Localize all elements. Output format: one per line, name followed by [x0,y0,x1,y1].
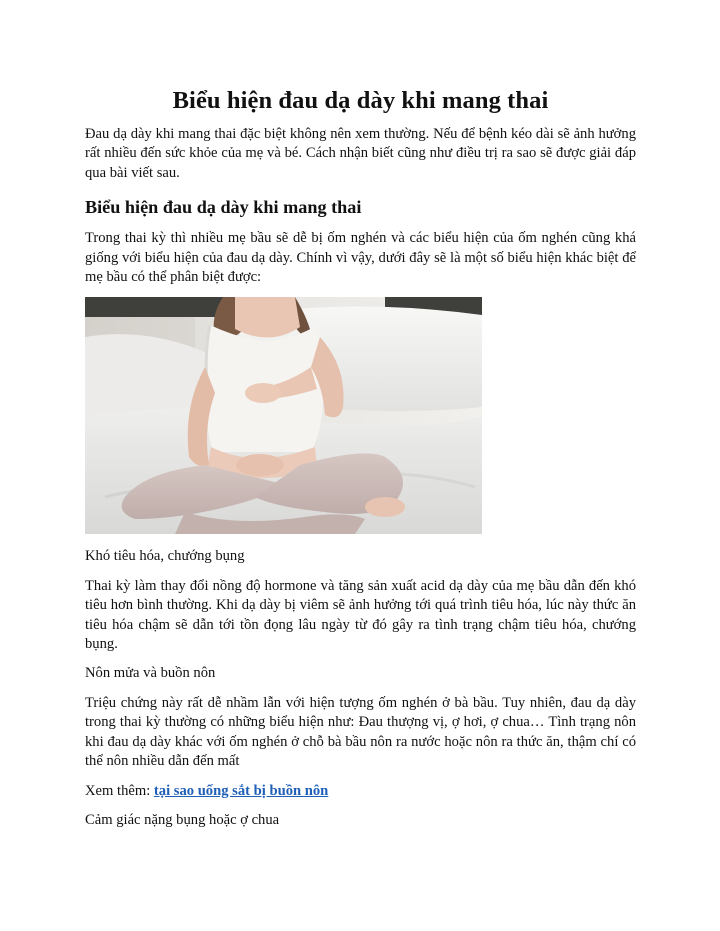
see-more-line [85,782,636,801]
article-title: Biểu hiện đau dạ dày khi mang thai [172,87,549,114]
see-more-link[interactable]: tại sao uống sắt bị buồn nôn [153,782,329,799]
symptom-2-body: Triệu chứng này rất dễ nhầm lẫn với hiện tượng ốm nghén ở bà bầu. Tuy nhiên, đau dạ dày trong thai kỳ thường có những biểu hiện như: Đau thượng vị, ợ hơi, ợ chua… Tình trạng nôn khi đau dạ dày khác với ốm nghén ở chỗ bà bầu nôn ra nước hoặc nôn ra thức ăn, thậm chí có thể nôn nhiều dẫn đến mất [85,694,636,770]
section-intro-paragraph: Trong thai kỳ thì nhiều mẹ bầu sẽ dễ bị ốm nghén và các biểu hiện của ốm nghén cũng khá giống với biểu hiện của đau dạ dày. Chính vì vậy, dưới đây sẽ là một số biểu hiện khác biệt để mẹ bầu có thể phân biệt được: [85,230,636,286]
symptom-1-body: Thai kỳ làm thay đổi nồng độ hormone và tăng sản xuất acid dạ dày của mẹ bầu dẫn đến khó tiêu hơn bình thường. Khi dạ dày bị viêm sẽ ảnh hưởng tới quá trình tiêu hóa, lúc này thức ăn tiêu hóa chậm sẽ dẫn tới tồn đọng lâu ngày từ đó gây ra tình trạng chậm tiêu hóa, chướng bụng. [85,577,636,653]
pregnant-woman-photo [85,297,482,534]
see-more-label: Xem thêm: [85,782,154,799]
symptom-3-title: Cảm giác nặng bụng hoặc ợ chua [85,811,280,828]
symptom-1-title: Khó tiêu hóa, chướng bụng [85,548,245,565]
intro-paragraph: Đau dạ dày khi mang thai đặc biệt không nên xem thường. Nếu để bệnh kéo dài sẽ ảnh hưởng rất nhiều đến sức khỏe của mẹ và bé. Cách nhận biết cũng như điều trị ra sao sẽ được giải đáp qua bài viết sau. [85,126,636,181]
symptom-2-title: Nôn mửa và buồn nôn [85,665,216,682]
article [85,80,636,830]
section-heading: Biểu hiện đau dạ dày khi mang thai [85,197,362,218]
